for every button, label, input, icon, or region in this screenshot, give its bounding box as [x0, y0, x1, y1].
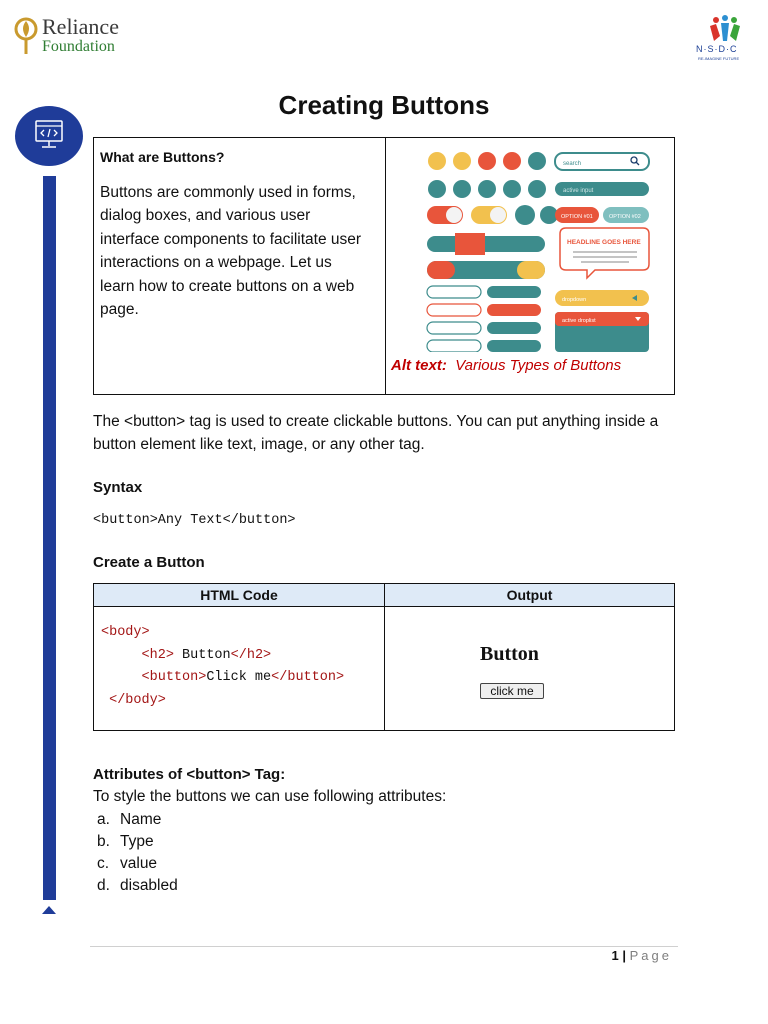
column-header-output: Output: [385, 584, 674, 607]
side-accent-bar: [43, 176, 56, 900]
page-word: Page: [629, 948, 672, 963]
nsdc-logo: [694, 14, 754, 66]
computer-code-icon: [34, 119, 64, 151]
syntax-code: <button>Any Text</button>: [93, 513, 296, 528]
dropdown-pill-text: dropdown: [562, 297, 587, 303]
code-h2-open: <h2>: [141, 647, 174, 663]
list-item-marker: a.: [97, 811, 110, 828]
intro-box: [93, 137, 675, 395]
table-divider: [384, 584, 385, 730]
page-title: Creating Buttons: [278, 90, 490, 120]
attributes-intro: To style the buttons we can use following attributes:: [93, 788, 447, 805]
code-button-text: Click me: [206, 670, 272, 685]
syntax-heading: Syntax: [93, 479, 143, 496]
logo-text-reliance: Reliance: [42, 14, 119, 39]
html-code-block: [101, 622, 344, 712]
list-item-marker: c.: [97, 855, 110, 872]
list-item-text: Name: [120, 811, 162, 828]
intro-divider: [385, 138, 386, 394]
option-1-pill-text: OPTION #01: [561, 214, 593, 220]
page-separator: |: [622, 948, 626, 963]
alt-text-label: Alt text:: [391, 357, 447, 374]
list-item-text: Type: [120, 833, 154, 850]
code-output-table: [93, 583, 675, 731]
headline-bubble-text: HEADLINE GOES HERE: [567, 239, 641, 246]
code-button-open: <button>: [141, 670, 207, 685]
list-item: [97, 875, 178, 897]
page-number: 1: [611, 948, 619, 963]
list-item-marker: b.: [97, 833, 110, 850]
button-tag-description: The <button> tag is used to create clickable buttons. You can put anything inside a button element like text, image, or any other tag.: [93, 413, 659, 453]
active-droplist-text: active droplist: [562, 318, 596, 324]
nsdc-tagline: RE-IMAGINE FUTURE: [698, 56, 740, 61]
column-header-html-code: HTML Code: [94, 584, 384, 607]
attributes-list: [97, 809, 178, 897]
buttons-illustration: [425, 146, 655, 352]
list-item-marker: d.: [97, 877, 110, 894]
search-pill-text: search: [563, 161, 582, 167]
list-item-text: disabled: [120, 877, 178, 894]
nsdc-text: N·S·D·C: [696, 44, 738, 54]
image-alt-caption: [391, 357, 621, 374]
active-input-pill-text: active input: [563, 188, 594, 194]
create-button-heading: Create a Button: [93, 554, 205, 571]
logo-text-foundation: Foundation: [42, 38, 115, 55]
code-h2-close: </h2>: [230, 647, 272, 663]
alt-text-value: Various Types of Buttons: [455, 357, 622, 374]
round-icon-buttons-row1: [428, 152, 546, 170]
list-item: [97, 809, 178, 831]
reliance-foundation-logo: [14, 14, 144, 60]
people-icon: [708, 14, 742, 42]
intro-heading: What are Buttons?: [100, 149, 225, 165]
flame-icon: [14, 16, 40, 56]
code-button-close: </button>: [271, 670, 345, 685]
code-h2-text: Button: [173, 647, 231, 663]
list-item: [97, 853, 178, 875]
list-item-text: value: [120, 855, 158, 872]
option-2-pill-text: OPTION #02: [609, 214, 641, 220]
side-accent-arrow: [42, 906, 56, 914]
code-body-close: </body>: [109, 692, 166, 708]
round-icon-buttons-row2: [428, 180, 546, 198]
page-footer: [560, 948, 672, 963]
list-item: [97, 831, 178, 853]
attributes-heading: Attributes of <button> Tag:: [93, 766, 286, 783]
intro-text: Buttons are commonly used in forms, dialog boxes, and various user interface components to facilitate user interactions on a webpage. Let us learn how to create buttons on a web page.: [100, 184, 362, 319]
code-body-open: <body>: [101, 625, 150, 640]
footer-rule: [90, 946, 678, 947]
output-click-me-button[interactable]: click me: [480, 683, 544, 699]
output-heading: Button: [480, 643, 539, 665]
